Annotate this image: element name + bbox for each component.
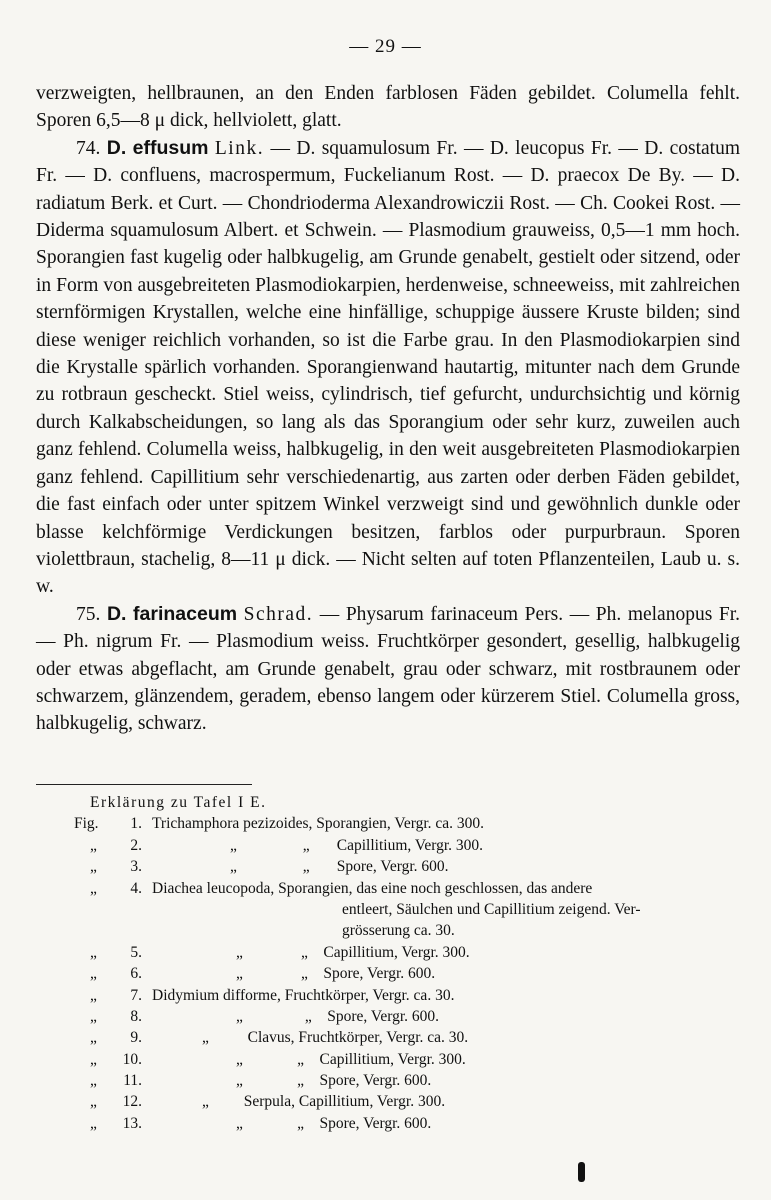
author-name: Schrad. <box>243 603 314 625</box>
fig-caption: „ „ Spore, Vergr. 600. <box>236 1072 432 1090</box>
paragraph-continuation: verzweigten, hellbraunen, an den Enden farblosen Fäden gebildet. Columella fehlt. Sporen 6,5—8 μ dick, hellviolett, glatt. <box>36 83 740 132</box>
fig-caption: „ Serpula, Capillitium, Vergr. 300. <box>202 1093 446 1111</box>
plate-legend <box>36 792 740 1134</box>
fig-number: 6. <box>130 965 142 983</box>
fig-caption: „ „ Spore, Vergr. 600. <box>236 965 436 983</box>
fig-label: „ <box>90 1050 97 1068</box>
legend-row <box>36 1027 740 1048</box>
fig-caption: „ „ Spore, Vergr. 600. <box>236 1007 440 1025</box>
legend-row <box>36 813 740 834</box>
separator-rule <box>36 784 252 785</box>
entry-number: 75. <box>76 603 101 625</box>
fig-label: „ <box>90 1072 97 1090</box>
legend-row <box>36 1091 740 1112</box>
legend-row-continuation <box>36 920 740 941</box>
entry-number: 74. <box>76 137 101 159</box>
fig-label: „ <box>90 1114 97 1132</box>
fig-caption: „ „ Capillitium, Vergr. 300. <box>230 836 484 854</box>
fig-label: „ <box>90 1093 97 1111</box>
fig-number: 12. <box>122 1093 142 1111</box>
legend-row <box>36 1070 740 1091</box>
fig-caption: Diachea leucopoda, Sporangien, das eine noch geschlossen, das andere <box>152 879 593 897</box>
fig-number: 4. <box>130 879 142 897</box>
fig-number: 11. <box>123 1072 142 1090</box>
species-name: farinaceum <box>133 602 238 625</box>
fig-number: 2. <box>130 836 142 854</box>
fig-number: 7. <box>130 986 142 1004</box>
species-name: effusum <box>132 136 209 159</box>
legend-row <box>36 856 740 877</box>
fig-label: „ <box>90 986 97 1004</box>
fig-number: 13. <box>122 1114 142 1132</box>
fig-caption: „ Clavus, Fruchtkörper, Vergr. ca. 30. <box>202 1029 469 1047</box>
main-text <box>36 80 740 738</box>
fig-caption: Trichamphora pezizoides, Sporangien, Vergr. ca. 300. <box>152 815 485 833</box>
fig-number: 8. <box>130 1007 142 1025</box>
legend-row <box>36 1049 740 1070</box>
species-entry-74 <box>36 135 740 601</box>
legend-row-continuation <box>36 899 740 920</box>
legend-row <box>36 985 740 1006</box>
fig-label: „ <box>90 836 97 854</box>
fig-number: 10. <box>122 1050 142 1068</box>
fig-number: 1. <box>130 815 142 833</box>
genus-name: D. <box>106 136 127 159</box>
entry-text: — D. squamulosum Fr. — D. leucopus Fr. — D. costatum Fr. — D. confluens, macrospermum, Fuckelianum Rost. — D. praecox De By. — D. radiatum Berk. et Curt. — Chondrioderma Alexandrowiczii Rost. — Ch. Cookei Rost. — Diderma squamulosum Albert. et Schwein. — Plasmodium grauweiss, 0,5—1 mm hoch. Sporangien fast kugelig oder halbkugelig, am Grunde genabelt, gestielt oder sitzend, oder in Form von ausgebreiteten Plasmodiokarpien, herdenweise, schneeweiss, mit zahlreichen sternförmigen Krystallen, welche eine hinfällige, schuppige äussere Kruste bilden; sind diese weniger reichlich vorhanden, so ist die Farbe grau. In den Plasmodiokarpien sind die Krystalle spärlich vorhanden. Sporangienwand hautartig, mitunter nach dem Grunde zu rotbraun gescheckt. Stiel weiss, cylindrisch, tief gefurcht, undurchsichtig und körnig durch Kalkabscheidungen, so lang als das Sporangium oder sehr kurz, zuweilen auch ganz fehlend. Columella weiss, halbkugelig, in den weit ausgebreiteten Plasmodiokarpien ganz fehlend. Capillitium sehr verschiedenartig, aus zarten oder derben Fäden gebildet, die fast einfach oder unter spitzem Winkel verzweigt sind und gewöhnlich dunkle oder blasse kelchförmige Verdickungen besitzen, farblos oder purpurbraun. Sporen violettbraun, stachelig, 8—11 μ dick. — Nicht selten auf toten Pflanzenteilen, Laub u. s. w. <box>36 137 741 598</box>
fig-number: 5. <box>130 943 142 961</box>
fig-caption-continued: grösserung ca. 30. <box>342 922 455 940</box>
fig-caption-continued: entleert, Säulchen und Capillitium zeigend. Ver- <box>342 900 641 918</box>
legend-row <box>36 942 740 963</box>
legend-row <box>36 835 740 856</box>
fig-label: „ <box>90 965 97 983</box>
fig-label: Fig. <box>74 815 99 833</box>
fig-caption: Didymium difforme, Fruchtkörper, Vergr. ca. 30. <box>152 986 455 1004</box>
page-number: — 29 — <box>349 36 422 57</box>
fig-label: „ <box>90 943 97 961</box>
fig-label: „ <box>90 1029 97 1047</box>
fig-label: „ <box>90 1007 97 1025</box>
fig-label: „ <box>90 879 97 897</box>
fig-number: 9. <box>130 1029 142 1047</box>
legend-title: Erklärung zu Tafel I E. <box>90 794 267 811</box>
legend-row <box>36 1113 740 1134</box>
entry-text: — Physarum farinaceum Pers. — Ph. melanopus Fr. — Ph. nigrum Fr. — Plasmodium weiss. Fruchtkörper gesondert, gesellig, halbkugelig oder etwas abgeflacht, am Grunde genabelt, grau oder schwarz, mit rostbraunem oder schwarzem, glänzendem, geradem, ebenso langem oder kürzerem Stiel. Columella gross, halbkugelig, schwarz. <box>36 603 741 735</box>
ink-blot <box>578 1162 585 1182</box>
legend-row <box>36 878 740 899</box>
fig-caption: „ „ Capillitium, Vergr. 300. <box>236 943 470 961</box>
fig-number: 3. <box>130 858 142 876</box>
legend-row <box>36 963 740 984</box>
species-entry-75 <box>36 601 740 738</box>
legend-row <box>36 1006 740 1027</box>
fig-caption: „ „ Capillitium, Vergr. 300. <box>236 1050 466 1068</box>
fig-label: „ <box>90 858 97 876</box>
genus-name: D. <box>106 602 127 625</box>
author-name: Link. <box>214 137 265 159</box>
fig-caption: „ „ Spore, Vergr. 600. <box>230 858 449 876</box>
fig-caption: „ „ Spore, Vergr. 600. <box>236 1114 432 1132</box>
